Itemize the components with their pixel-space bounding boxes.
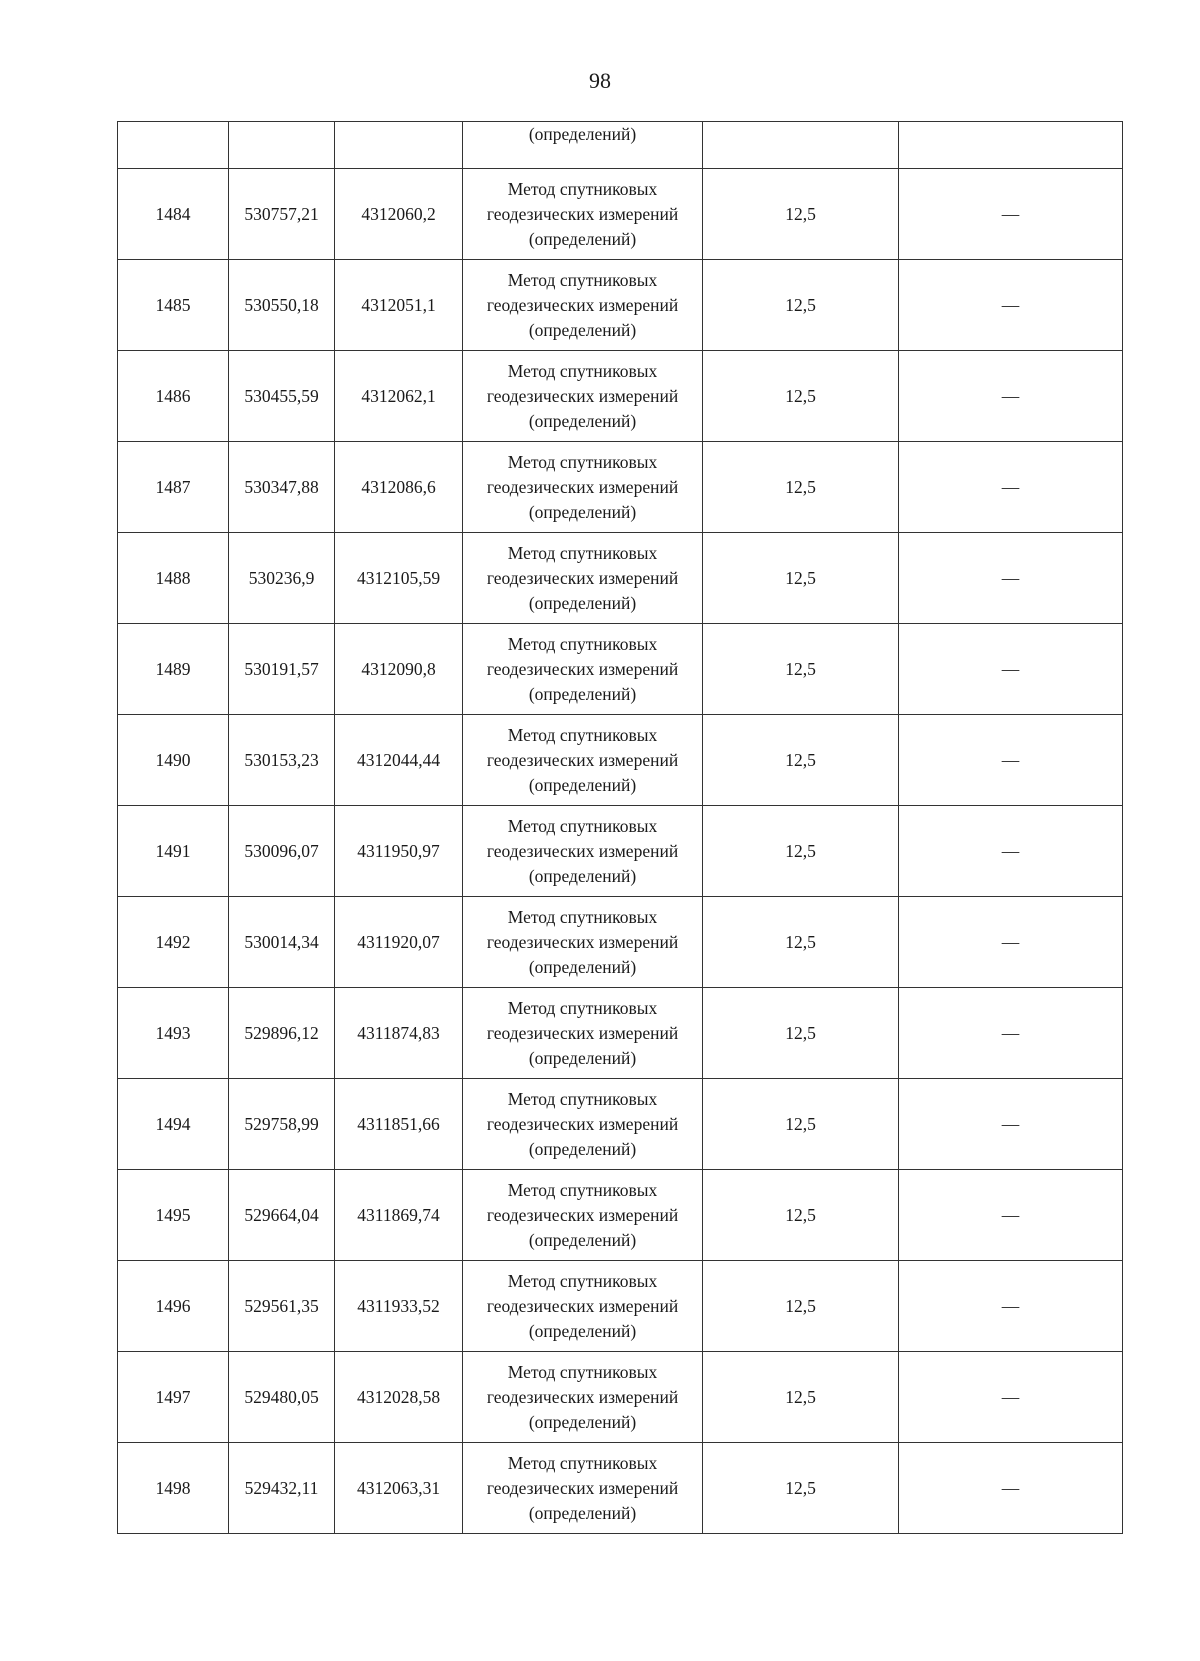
cell-num: 1490 [118,715,229,806]
cell-y: 4311851,66 [335,1079,463,1170]
cell-num: 1489 [118,624,229,715]
cell-x: 530014,34 [229,897,335,988]
cell-num: 1485 [118,260,229,351]
cell-accuracy: 12,5 [703,1443,899,1534]
cell-note [899,169,1123,260]
method-line: (определений) [528,1411,637,1432]
cell-note [899,897,1123,988]
table-row [118,624,1123,715]
cell-method [463,351,703,442]
cell-accuracy: 12,5 [703,1170,899,1261]
method-line: (определений) [528,592,637,613]
cell-num: 1496 [118,1261,229,1352]
table-row [118,1079,1123,1170]
cell-x: 530550,18 [229,260,335,351]
method-line: геодезических измерений [486,1022,679,1043]
method-line: Метод спутниковых [507,997,658,1018]
note-dash: — [1001,1022,1020,1043]
cell-num: 1497 [118,1352,229,1443]
cell-x: 529432,11 [229,1443,335,1534]
method-line: (определений) [528,1320,637,1341]
table-row [118,169,1123,260]
method-line: геодезических измерений [486,203,679,224]
cell-x: 529896,12 [229,988,335,1079]
note-dash: — [1001,385,1020,406]
cell-note [899,1079,1123,1170]
cell-accuracy: 12,5 [703,260,899,351]
note-dash: — [1001,749,1020,770]
cell-num: 1491 [118,806,229,897]
method-line: Метод спутниковых [507,178,658,199]
cell-accuracy: 12,5 [703,1352,899,1443]
note-dash: — [1001,1477,1020,1498]
method-line: геодезических измерений [486,1386,679,1407]
method-line: Метод спутниковых [507,1361,658,1382]
cell-y: 4312051,1 [335,260,463,351]
method-line: Метод спутниковых [507,451,658,472]
method-line: (определений) [528,1229,637,1250]
cell-y: 4311950,97 [335,806,463,897]
method-line: (определений) [528,501,637,522]
table-row [118,1261,1123,1352]
cell-note [899,1170,1123,1261]
method-line: Метод спутниковых [507,542,658,563]
method-line: Метод спутниковых [507,724,658,745]
table-row [118,442,1123,533]
cell-x: 530347,88 [229,442,335,533]
cell-accuracy: 12,5 [703,624,899,715]
method-line: геодезических измерений [486,476,679,497]
note-dash: — [1001,203,1020,224]
cell-num: 1484 [118,169,229,260]
note-dash: — [1001,567,1020,588]
method-line: Метод спутниковых [507,1179,658,1200]
cell-note [899,988,1123,1079]
cell-x: 530236,9 [229,533,335,624]
cell-accuracy: 12,5 [703,169,899,260]
method-line: (определений) [528,410,637,431]
method-line: геодезических измерений [486,749,679,770]
cell-method [463,260,703,351]
table-row [118,715,1123,806]
cell-note [899,1443,1123,1534]
method-line: Метод спутниковых [507,1452,658,1473]
cell-method [463,169,703,260]
method-line: геодезических измерений [486,567,679,588]
cell-note [899,1352,1123,1443]
note-dash: — [1001,1295,1020,1316]
cell-method [463,897,703,988]
method-line: (определений) [528,683,637,704]
cell-y: 4312063,31 [335,1443,463,1534]
method-line: (определений) [528,1502,637,1523]
cell-note [899,260,1123,351]
page-number: 98 [589,68,611,93]
cell-x: 530757,21 [229,169,335,260]
cell-method [463,1079,703,1170]
cell-x: 529664,04 [229,1170,335,1261]
cell-accuracy: 12,5 [703,897,899,988]
note-dash: — [1001,840,1020,861]
cell-note [899,806,1123,897]
method-line: Метод спутниковых [507,360,658,381]
cell-y: 4312028,58 [335,1352,463,1443]
cell-method [463,1170,703,1261]
cell-accuracy: 12,5 [703,442,899,533]
note-dash: — [1001,476,1020,497]
table-row [118,1352,1123,1443]
cell-num: 1492 [118,897,229,988]
coordinates-table [117,121,1123,1534]
cell-method [463,715,703,806]
cell-y: 4312062,1 [335,351,463,442]
cell-note [899,533,1123,624]
table-row [118,806,1123,897]
method-line: Метод спутниковых [507,815,658,836]
cell-accuracy: 12,5 [703,351,899,442]
cell-num [118,122,229,169]
method-line: (определений) [528,1138,637,1159]
table-row [118,351,1123,442]
method-line: геодезических измерений [486,1113,679,1134]
method-line: геодезических измерений [486,1204,679,1225]
method-line: Метод спутниковых [507,1270,658,1291]
table-row [118,897,1123,988]
cell-y: 4311920,07 [335,897,463,988]
table-row [118,988,1123,1079]
method-line: Метод спутниковых [507,906,658,927]
cell-y [335,122,463,169]
cell-x: 529758,99 [229,1079,335,1170]
note-dash: — [1001,1386,1020,1407]
note-dash: — [1001,658,1020,679]
cell-x: 529561,35 [229,1261,335,1352]
note-dash: — [1001,931,1020,952]
method-line: (определений) [528,228,637,249]
cell-x: 530153,23 [229,715,335,806]
note-dash: — [1001,294,1020,315]
cell-num: 1493 [118,988,229,1079]
method-line: (определений) [528,865,637,886]
cell-note [899,1261,1123,1352]
cell-num: 1498 [118,1443,229,1534]
method-line: геодезических измерений [486,385,679,406]
cell-method: (определений) [463,122,703,169]
cell-x: 530096,07 [229,806,335,897]
cell-accuracy [703,122,899,169]
cell-y: 4312105,59 [335,533,463,624]
cell-method [463,624,703,715]
table-row [118,1170,1123,1261]
table-row-continuation [118,122,1123,169]
cell-accuracy: 12,5 [703,988,899,1079]
cell-method [463,1261,703,1352]
table-row [118,1443,1123,1534]
cell-num: 1486 [118,351,229,442]
method-line: (определений) [528,774,637,795]
cell-method [463,806,703,897]
cell-note [899,122,1123,169]
cell-y: 4311933,52 [335,1261,463,1352]
method-line: Метод спутниковых [507,633,658,654]
cell-note [899,624,1123,715]
cell-accuracy: 12,5 [703,715,899,806]
cell-y: 4312044,44 [335,715,463,806]
cell-y: 4312086,6 [335,442,463,533]
table-row [118,260,1123,351]
cell-accuracy: 12,5 [703,533,899,624]
cell-num: 1495 [118,1170,229,1261]
cell-num: 1488 [118,533,229,624]
cell-x [229,122,335,169]
method-line: геодезических измерений [486,1295,679,1316]
cell-method [463,533,703,624]
cell-method [463,988,703,1079]
cell-note [899,351,1123,442]
cell-accuracy: 12,5 [703,1261,899,1352]
cell-x: 530191,57 [229,624,335,715]
method-line: геодезических измерений [486,1477,679,1498]
cell-method [463,1443,703,1534]
cell-x: 530455,59 [229,351,335,442]
cell-x: 529480,05 [229,1352,335,1443]
cell-num: 1494 [118,1079,229,1170]
cell-y: 4311874,83 [335,988,463,1079]
cell-method [463,1352,703,1443]
table-row [118,533,1123,624]
cell-note [899,442,1123,533]
method-line: геодезических измерений [486,658,679,679]
cell-accuracy: 12,5 [703,806,899,897]
note-dash: — [1001,1113,1020,1134]
cell-y: 4312060,2 [335,169,463,260]
cell-note [899,715,1123,806]
method-line: Метод спутниковых [507,1088,658,1109]
cell-method [463,442,703,533]
method-line: Метод спутниковых [507,269,658,290]
method-line: (определений) [528,956,637,977]
method-line: геодезических измерений [486,840,679,861]
method-line: геодезических измерений [486,294,679,315]
cell-num: 1487 [118,442,229,533]
method-line: (определений) [528,1047,637,1068]
method-line: (определений) [528,319,637,340]
note-dash: — [1001,1204,1020,1225]
cell-y: 4311869,74 [335,1170,463,1261]
cell-y: 4312090,8 [335,624,463,715]
cell-accuracy: 12,5 [703,1079,899,1170]
method-line: геодезических измерений [486,931,679,952]
